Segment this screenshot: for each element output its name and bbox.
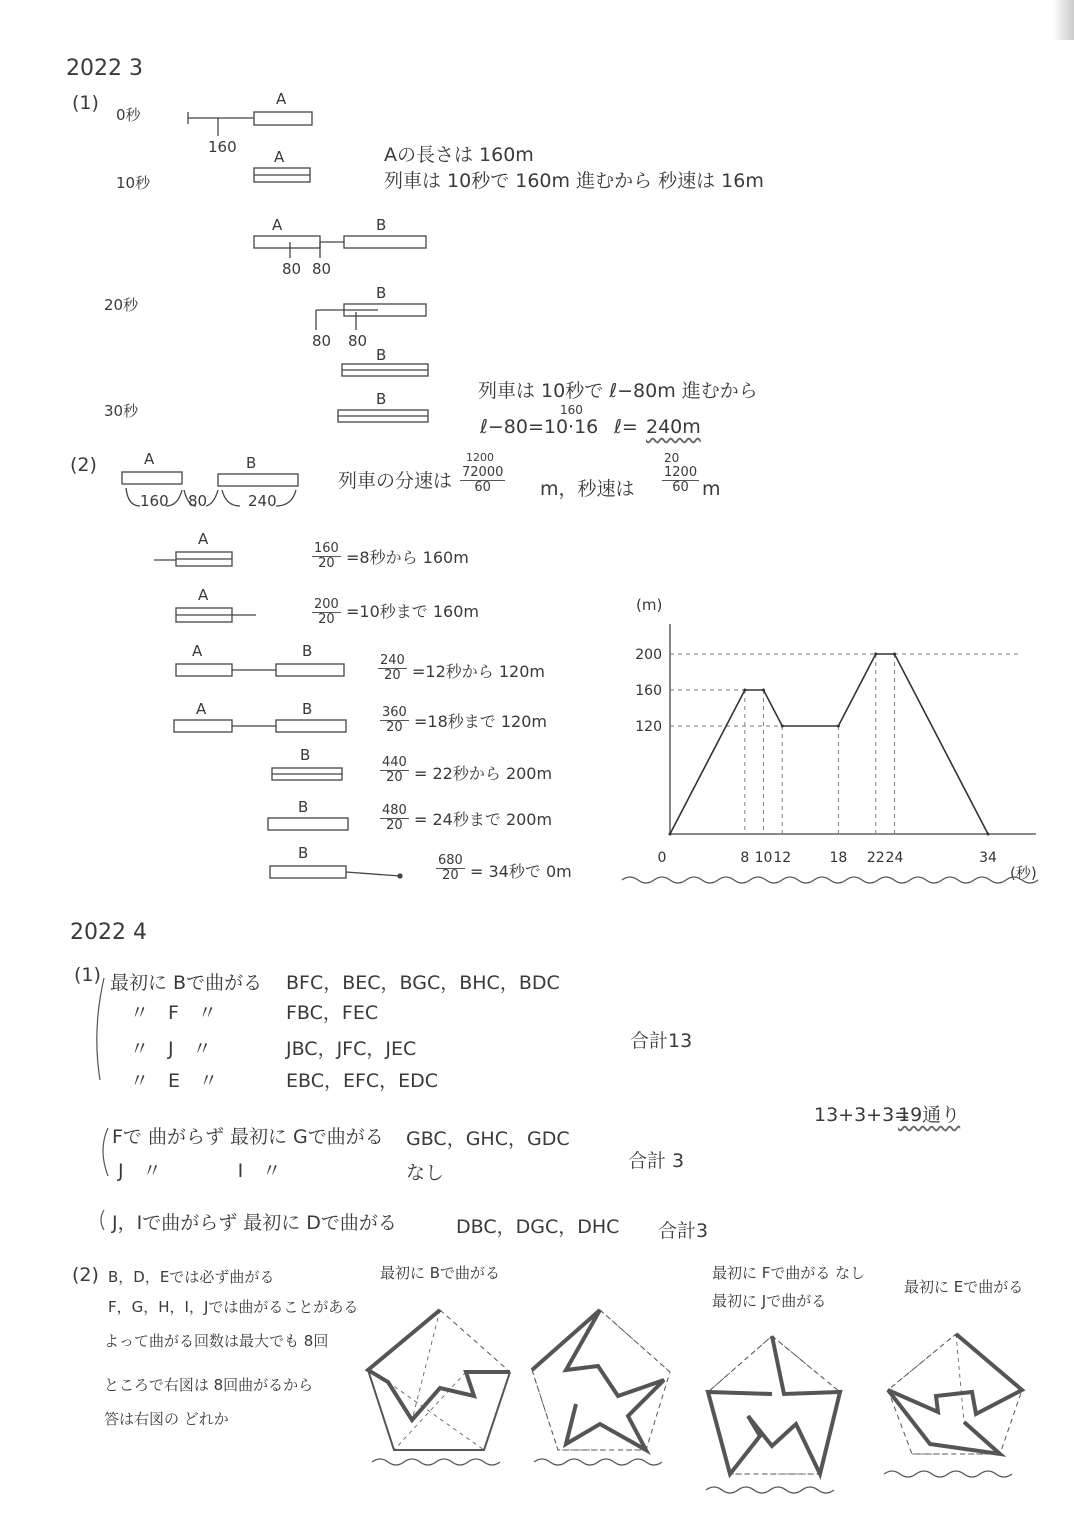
- x-tick-label: 22: [866, 850, 885, 866]
- p3-q1-label: (1): [72, 92, 99, 114]
- x-tick-label: 24: [885, 850, 904, 866]
- q1-answer: 240m: [646, 416, 701, 438]
- val-80-c: 80: [312, 332, 332, 350]
- r3-lead: 〃 J 〃: [130, 1038, 212, 1060]
- speed-num-small: 1200: [466, 451, 494, 464]
- q1-eq-left: ℓ−80=10·16: [480, 416, 599, 438]
- row-den: 20: [318, 555, 335, 571]
- p4-q1-label: (1): [74, 964, 101, 986]
- r1-list: BFC，BEC，BGC，BHC，BDC: [286, 972, 560, 994]
- row-text-5: = 22秒から 200m: [414, 764, 553, 783]
- y-tick-label: 160: [635, 683, 662, 699]
- bracket-2: [103, 1128, 108, 1176]
- total-eq: 13+3+3=: [814, 1104, 911, 1126]
- y-tick-label: 200: [635, 647, 662, 663]
- r4-lead: 〃 E 〃: [130, 1070, 219, 1092]
- label-B-20: B: [376, 284, 387, 302]
- row-num: 440: [382, 755, 407, 770]
- x-tick-label: 0: [657, 850, 667, 866]
- val-160: 160: [208, 138, 237, 156]
- speed-unit: m，秒速は: [540, 478, 635, 500]
- p3-q2-label: (2): [70, 454, 97, 476]
- row6-B: B: [298, 798, 309, 816]
- seg-160: 160: [140, 492, 169, 510]
- y-tick-label: 120: [635, 719, 662, 735]
- seg-80: 80: [188, 492, 208, 510]
- total-answer: 19通り: [898, 1104, 961, 1126]
- row-text-1: =8秒から 160m: [346, 548, 469, 567]
- row-text-2: =10秒まで 160m: [346, 602, 479, 621]
- p4-heading: 2022 4: [70, 920, 147, 945]
- r2-list: FBC，FEC: [286, 1002, 379, 1024]
- sum-2: 合計 3: [628, 1150, 685, 1172]
- q2-line-1: B，D，Eでは必ず曲がる: [108, 1268, 275, 1286]
- chart-underline: [622, 877, 1038, 883]
- x-tick-label: 8: [740, 850, 750, 866]
- row4-A: A: [196, 700, 207, 718]
- chart-xlabel: (秒): [1010, 864, 1037, 882]
- time-30: 30秒: [104, 402, 139, 420]
- fig3-underline: [706, 1487, 834, 1493]
- row2-A: A: [198, 586, 209, 604]
- row-den: 20: [384, 667, 401, 683]
- sum-3: 合計3: [658, 1220, 709, 1242]
- fig4-underline: [884, 1471, 1012, 1477]
- sec-den: 60: [672, 479, 689, 495]
- row-num: 200: [314, 597, 339, 612]
- pentagon-figure-3: [708, 1336, 840, 1474]
- row1-A: A: [198, 530, 209, 548]
- time-0: 0秒: [116, 106, 141, 124]
- row-num: 680: [438, 853, 463, 868]
- sec-unit: m: [702, 478, 721, 500]
- q1-line3: 列車は 10秒で ℓ−80m 進むから: [478, 380, 758, 402]
- label-A-10: A: [274, 148, 285, 166]
- label-B-15: B: [376, 216, 387, 234]
- val-80-a: 80: [282, 260, 302, 278]
- seg-240: 240: [248, 492, 277, 510]
- bracket-1: [97, 978, 104, 1080]
- r6-lead: J 〃 I 〃: [118, 1160, 282, 1182]
- row-den: 20: [442, 867, 459, 883]
- pentagon-figure-2: [532, 1310, 670, 1450]
- fig2-underline: [534, 1459, 662, 1465]
- row-num: 480: [382, 803, 407, 818]
- r2-lead: 〃 F 〃: [130, 1002, 217, 1024]
- q1-eq-right: ℓ=: [614, 416, 638, 438]
- r7-lead: J，Iで曲がらず 最初に Dで曲がる: [112, 1212, 397, 1234]
- x-tick-label: 34: [979, 850, 997, 866]
- row-num: 360: [382, 705, 407, 720]
- r6-list: なし: [406, 1162, 445, 1184]
- speed-num: 72000: [462, 465, 504, 480]
- chart-ylabel: (m): [636, 596, 663, 614]
- label-B-30: B: [376, 390, 387, 408]
- label-B-25: B: [376, 346, 387, 364]
- row3-A: A: [192, 642, 203, 660]
- p4-q2-label: (2): [72, 1264, 99, 1286]
- p3-heading: 2022 3: [66, 56, 143, 81]
- fig1-underline: [372, 1459, 500, 1465]
- q2-line-4: ところで右図は 8回曲がるから: [104, 1376, 314, 1394]
- bracket-3: [101, 1210, 104, 1230]
- r5-list: GBC，GHC，GDC: [406, 1128, 570, 1150]
- sec-num: 1200: [664, 465, 698, 480]
- q2-line-5: 答は右図の どれか: [104, 1410, 229, 1428]
- row-den: 20: [386, 817, 403, 833]
- caption-F: 最初に Fで曲がる なし: [712, 1264, 866, 1282]
- row-text-4: =18秒まで 120m: [414, 712, 547, 731]
- row3-B: B: [302, 642, 313, 660]
- pentagon-figure-1: [368, 1310, 510, 1450]
- r5-lead: Fで 曲がらず 最初に Gで曲がる: [112, 1126, 384, 1148]
- row7-B: B: [298, 844, 309, 862]
- r7-list: DBC，DGC，DHC: [456, 1216, 620, 1238]
- time-20: 20秒: [104, 296, 139, 314]
- caption-B: 最初に Bで曲がる: [380, 1264, 501, 1282]
- q2-line-3: よって曲がる回数は最大でも 8回: [104, 1332, 329, 1350]
- time-10: 10秒: [116, 174, 151, 192]
- speed-den: 60: [474, 479, 491, 495]
- q1-line1: Aの長さは 160m: [384, 144, 534, 166]
- caption-J: 最初に Jで曲がる: [712, 1292, 827, 1310]
- label-A-15: A: [272, 216, 283, 234]
- x-tick-label: 10: [754, 850, 773, 866]
- val-80-d: 80: [348, 332, 368, 350]
- q2-label-B: B: [246, 454, 257, 472]
- r3-list: JBC，JFC，JEC: [286, 1038, 417, 1060]
- row4-B: B: [302, 700, 313, 718]
- pentagon-figure-4: [888, 1334, 1022, 1454]
- row5-B: B: [300, 746, 311, 764]
- q1-line2: 列車は 10秒で 160m 進むから 秒速は 16m: [384, 170, 764, 192]
- val-80-b: 80: [312, 260, 332, 278]
- r1-lead: 最初に Bで曲がる: [110, 972, 263, 994]
- speed-text: 列車の分速は: [338, 470, 453, 492]
- row-text-7: = 34秒で 0m: [470, 862, 572, 881]
- row-num: 240: [380, 653, 405, 668]
- q2-label-A: A: [144, 450, 155, 468]
- row-den: 20: [386, 719, 403, 735]
- row-den: 20: [386, 769, 403, 785]
- label-A-0: A: [276, 90, 287, 108]
- q2-line-2: F，G，H，I，Jでは曲がることがある: [108, 1298, 359, 1316]
- x-tick-label: 12: [773, 850, 792, 866]
- q1-eq-small: 160: [560, 403, 583, 417]
- sum-1: 合計13: [630, 1030, 693, 1052]
- row-text-6: = 24秒まで 200m: [414, 810, 553, 829]
- caption-E: 最初に Eで曲がる: [904, 1278, 1024, 1296]
- sec-num-small: 20: [664, 451, 680, 465]
- x-tick-label: 18: [829, 850, 848, 866]
- row-text-3: =12秒から 120m: [412, 662, 545, 681]
- r4-list: EBC，EFC，EDC: [286, 1070, 439, 1092]
- row-num: 160: [314, 541, 339, 556]
- row-den: 20: [318, 611, 335, 627]
